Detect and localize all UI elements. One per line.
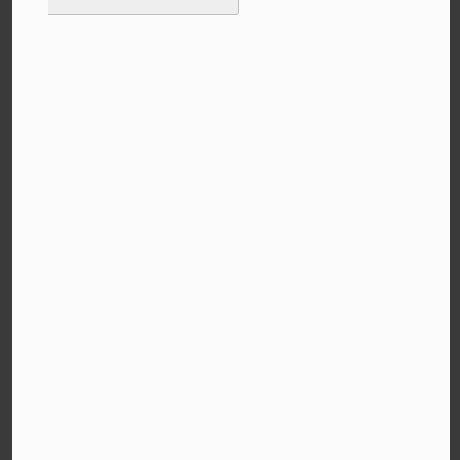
document-page [12, 0, 450, 460]
text-column-left [46, 28, 211, 453]
text-column-right [234, 28, 399, 453]
header-strip [48, 0, 239, 15]
